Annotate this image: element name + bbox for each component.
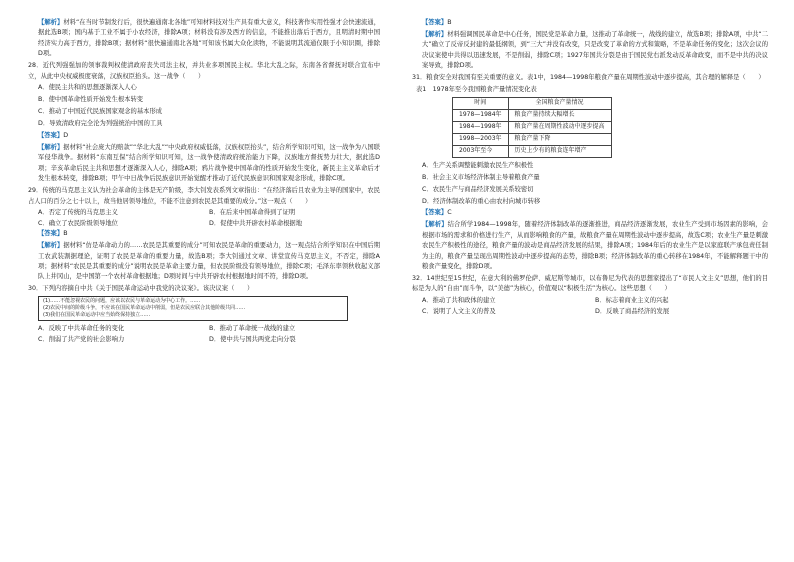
answer-value: B bbox=[63, 230, 68, 238]
table-cell: 历史上少有的粮食连年增产 bbox=[508, 145, 611, 157]
table-header-row bbox=[453, 97, 612, 109]
table-row bbox=[453, 121, 612, 133]
question-stem: 28．近代列强强加的领事裁判权使清政府丧失司法主权，并共业多项国民主权。华北大乱之际，东南各省督抚对联合宣布中立，从此中央权威极度衰落，汉族权臣抬头。这一战争（ ） bbox=[28, 62, 380, 80]
option-item: A．否定了传统的马克思主义 bbox=[38, 209, 118, 217]
option-line: D．导致清政府完全沦为列强统治中国的工具 bbox=[38, 120, 163, 128]
option-item: D．使中共与国共两党走向分裂 bbox=[209, 335, 296, 343]
quoted-line: (1)……不能忽视农民的问题，应该以农民与革命运动为中心工作。…… bbox=[43, 298, 201, 305]
explanation-tag: 【解析】 bbox=[38, 143, 64, 151]
option-row bbox=[28, 208, 380, 218]
explanation-text: 材料强调国民革命是中心任务，国民党是革命力量，这推动了革命统一，战线的建立，故选B项；排除A项，中共“二大”确立了反帝反封建的最低纲领，到“三大”并没有改变，只是改变了革命的方式和策略，不是革命任务的变化；这次会议的决议案使中共得以迅速发展，不是削弱，排除C项；1927年国共分裂是由于国民党右派发动反革命政变，而不是中共的决议案导致，排除D项。 bbox=[422, 30, 769, 70]
answer-tag: 【答案】 bbox=[422, 209, 448, 217]
option-item: A．推动了共和政体的建立 bbox=[422, 297, 496, 305]
option-item: C．说明了人文主义的普及 bbox=[422, 307, 496, 315]
question-stem: 32．14世纪至15世纪，在意大利的佛罗伦萨、威尼斯等城市，以布鲁尼为代表的思想家提出了“市民人文主义”思想，他们的目标是为人的“自由”而斗争，以“美德”为核心，价值观以“积极生活”为核心。这些思想（ ） bbox=[412, 274, 768, 293]
option-item: C．确立了农民阶级领导地位 bbox=[38, 219, 118, 227]
table-row bbox=[453, 133, 612, 145]
option-row bbox=[412, 296, 768, 306]
explanation-tag: 【解析】 bbox=[38, 242, 64, 250]
option-item: A．反映了中共革命任务的变化 bbox=[38, 325, 125, 333]
option-row bbox=[412, 307, 768, 317]
question-stem: 29．传统的马克思主义认为社会革命的主体是无产阶级，李大钊发表系列文章指出：“在经济落后且农业为主导的国家中，农民占人口的百分之七十以上，故当他居领导地位，不能不注意到农民是其重要的成分。”这一观点（ ） bbox=[28, 187, 380, 205]
table-header-cell: 全国粮食产量情况 bbox=[508, 97, 611, 109]
table-header-cell: 时间 bbox=[453, 97, 509, 109]
right-column bbox=[412, 18, 768, 317]
option-item: D．反映了商品经济的发展 bbox=[595, 307, 670, 315]
answer-tag: 【答案】 bbox=[38, 230, 64, 238]
option-line: A．生产关系调整能刺激农民生产积极性 bbox=[422, 161, 534, 169]
explanation-paragraph bbox=[412, 30, 768, 72]
option-item: B．标志着商业主义的兴起 bbox=[595, 297, 669, 305]
grain-production-table bbox=[452, 97, 612, 158]
table-cell: 粮食产量下降 bbox=[508, 133, 611, 145]
explanation-text: 材料“在当时节制发行后，很快遍通南北各地”可知材料技对生产具有重大意义，科技著作实用性强才会快速流通，据此选B项；国内基于工业不属于小农经济，排除A项；材料没有涉及西方的信息，不能推出落后于西方，且明清时期中国经济实力高于西方，排除B项；据材料“很快遍通南北各地”可知该书属大众化读物，不能说明其流通仅限于小知识圈，排除D项。 bbox=[38, 19, 381, 58]
explanation-text: 结合所学1984—1998年，随着经济体制改革的逐渐推进，商品经济逐渐发展，农业生产受到市场因素的影响，会根据市场的需求和价格进行生产，从而影响粮食的产量，故粮食产量在周期性波动中逐步提高，故选C项；农业生产量是刺激农民生产积极性的途径，粮食产量的波动是商品经济发展的结果，排除A项；1984年后的农业生产是以家庭联产承包责任制为主的，粮食产量呈现出周期性波动中逐步提高的态势，排除B项；经济体制改革的重心转移在1984年，不能解释题干中的粮食产量变化，排除D项。 bbox=[422, 221, 768, 270]
answer-line bbox=[28, 131, 380, 141]
option-line: B．社会主义市场经济体制主导着粮食产量 bbox=[422, 173, 540, 181]
explanation-paragraph bbox=[412, 220, 768, 272]
table-cell: 粮食产量在周期性波动中逐步提高 bbox=[508, 121, 611, 133]
question-stem: 31．粮食安全对我国有至关重要的意义。表1中，1984—1998年粮食产量在周期性波动中逐步提高，其合理的解释是（ ） bbox=[412, 74, 765, 82]
answer-line bbox=[28, 229, 380, 239]
explanation-tag: 【解析】 bbox=[422, 30, 448, 38]
question-stem: 30．下列内容摘自中共《关于国民革命运动中我党的决议案》。该决议案（ ） bbox=[28, 285, 254, 293]
option-line: C．农民生产与商品经济发展关系较密切 bbox=[422, 185, 534, 193]
answer-tag: 【答案】 bbox=[422, 19, 448, 26]
answer-line bbox=[412, 18, 768, 28]
explanation-paragraph bbox=[28, 241, 380, 283]
explanation-paragraph bbox=[28, 143, 380, 185]
option-row bbox=[28, 335, 380, 345]
option-line: C．推动了中国近代民族国家观念的基本形成 bbox=[38, 108, 163, 116]
option-row bbox=[28, 219, 380, 229]
table-caption: 表1 1978年至今我国粮食产量情况变化表 bbox=[416, 85, 537, 93]
table-cell: 1984—1998年 bbox=[453, 121, 509, 133]
answer-tag: 【答案】 bbox=[38, 132, 64, 140]
answer-value: D bbox=[63, 132, 69, 140]
table-cell: 1978—1984年 bbox=[453, 109, 509, 121]
table-cell: 粮食产量持续大幅增长 bbox=[508, 109, 611, 121]
option-line: D．经济体制改革的重心由农村向城市转移 bbox=[422, 197, 541, 205]
explanation-tag: 【解析】 bbox=[422, 221, 448, 229]
option-item: B．推动了革命统一战线的建立 bbox=[209, 325, 296, 333]
option-line: B．使中国革命性质开始发生根本转变 bbox=[38, 96, 144, 104]
answer-line bbox=[412, 208, 768, 218]
option-item: C．削弱了共产党的社会影响力 bbox=[38, 335, 125, 343]
table-row bbox=[453, 109, 612, 121]
table-cell: 1998—2003年 bbox=[453, 133, 509, 145]
option-line: A．使民主共和的思想逐渐深入人心 bbox=[38, 84, 137, 92]
explanation-text: 据材料“社会庞大的赔款”“华北大乱”“中央政府权威低落，汉族权臣抬头”，结合所学知识可知，这一战争为八国联军侵华战争。据材料“东南互保”结合所学知识可知，这一战争使清政府统治能力下降，汉族地方督抚势力壮大，据此选D项；辛亥革命后民主共和思想才逐渐深入人心，排除A项；鸦片战争使中国革命的性质开始发生变化，新民主主义革命后才发生根本转变，排除B项；甲午中日战争后民族意识开始觉醒才推动了近代民族意识和国家观念形成，排除C项。 bbox=[38, 143, 381, 183]
explanation-paragraph bbox=[28, 18, 380, 60]
option-row bbox=[28, 324, 380, 334]
option-item: B．在后来中国革命得到了证明 bbox=[209, 209, 296, 217]
option-item: D．促使中共开辟农村革命根据地 bbox=[209, 219, 303, 227]
quoted-line: (2)农民中间的阶级斗争，不应该在国民革命运动中削弱，但是农民应联合其他阶级共同…… bbox=[43, 305, 246, 312]
quoted-line: (3)我们在国民革命运动中应当始终保持独立…… bbox=[43, 312, 151, 319]
answer-value: B bbox=[447, 19, 452, 26]
quoted-resolution-box bbox=[38, 296, 348, 321]
explanation-tag: 【解析】 bbox=[38, 19, 64, 26]
left-column bbox=[28, 18, 380, 345]
answer-value: C bbox=[447, 209, 452, 217]
table-row bbox=[453, 145, 612, 157]
table-cell: 2003年至今 bbox=[453, 145, 509, 157]
explanation-text: 据材料“仿是革命动力的……农民是其重要的成分”可知农民是革命的重要动力，这一观点结合所学知识在中国后期工农武装割据理论，证明了农民是革命的重要力量，故选B项；李大钊通过文章、讲堂宣传马克思主义，不否定，排除A项；据材料“农民是其重要的成分”说明农民是革命主要力量，但农民阶级没有领导地位，排除C项；毛泽东率领秋收起义部队上井冈山，是中国第一个农村革命根据地；D项时间与中共开辟农村根据地时间不符，排除D项。 bbox=[38, 242, 381, 281]
